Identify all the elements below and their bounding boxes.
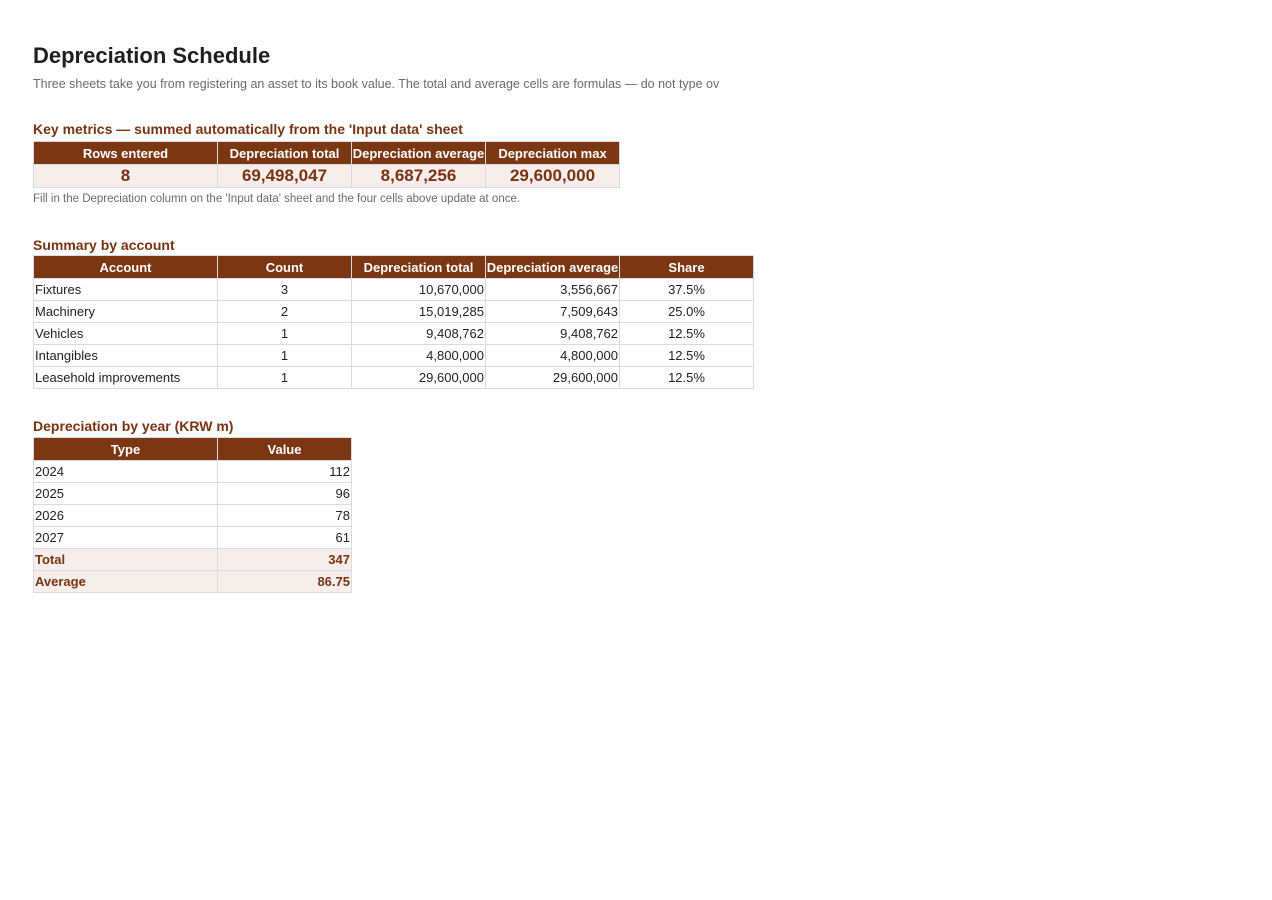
cell-value[interactable]: 78 (218, 505, 352, 527)
summary-header-count: Count (218, 256, 352, 279)
metrics-section-title: Key metrics — summed automatically from the 'Input data' sheet (33, 121, 463, 137)
table-row (34, 483, 352, 505)
metric-depreciation-total[interactable]: 69,498,047 (218, 165, 352, 188)
cell-share[interactable]: 12.5% (620, 323, 754, 345)
cell-count[interactable]: 1 (218, 367, 352, 389)
cell-depreciation-average[interactable]: 4,800,000 (486, 345, 620, 367)
total-label[interactable]: Total (34, 549, 218, 571)
cell-count[interactable]: 1 (218, 345, 352, 367)
cell-value[interactable]: 61 (218, 527, 352, 549)
cell-depreciation-total[interactable]: 15,019,285 (352, 301, 486, 323)
table-row (34, 279, 754, 301)
table-row (34, 345, 754, 367)
by-year-table (33, 437, 352, 593)
table-row (34, 461, 352, 483)
table-row (34, 367, 754, 389)
page-subtitle: Three sheets take you from registering an asset to its book value. The total and average cells are formulas — do not type ov (33, 77, 720, 91)
average-value[interactable]: 86.75 (218, 571, 352, 593)
cell-depreciation-average[interactable]: 9,408,762 (486, 323, 620, 345)
metric-depreciation-max[interactable]: 29,600,000 (486, 165, 620, 188)
cell-depreciation-total[interactable]: 29,600,000 (352, 367, 486, 389)
cell-type[interactable]: 2027 (34, 527, 218, 549)
summary-table (33, 255, 754, 389)
metric-rows-entered[interactable]: 8 (34, 165, 218, 188)
cell-account[interactable]: Vehicles (34, 323, 218, 345)
cell-account[interactable]: Intangibles (34, 345, 218, 367)
cell-value[interactable]: 112 (218, 461, 352, 483)
cell-count[interactable]: 2 (218, 301, 352, 323)
cell-count[interactable]: 3 (218, 279, 352, 301)
total-row (34, 549, 352, 571)
metrics-header-depreciation-total: Depreciation total (218, 142, 352, 165)
summary-header-depreciation-average: Depreciation average (486, 256, 620, 279)
summary-header-share: Share (620, 256, 754, 279)
average-label[interactable]: Average (34, 571, 218, 593)
summary-header-depreciation-total: Depreciation total (352, 256, 486, 279)
cell-share[interactable]: 25.0% (620, 301, 754, 323)
cell-share[interactable]: 12.5% (620, 345, 754, 367)
metrics-header-depreciation-max: Depreciation max (486, 142, 620, 165)
cell-count[interactable]: 1 (218, 323, 352, 345)
cell-depreciation-total[interactable]: 9,408,762 (352, 323, 486, 345)
summary-header-account: Account (34, 256, 218, 279)
cell-account[interactable]: Leasehold improvements (34, 367, 218, 389)
by-year-header-value: Value (218, 438, 352, 461)
by-year-section-title: Depreciation by year (KRW m) (33, 418, 234, 434)
cell-type[interactable]: 2024 (34, 461, 218, 483)
by-year-header-type: Type (34, 438, 218, 461)
cell-share[interactable]: 12.5% (620, 367, 754, 389)
metrics-note: Fill in the Depreciation column on the 'Input data' sheet and the four cells above update at once. (33, 193, 521, 205)
cell-depreciation-average[interactable]: 7,509,643 (486, 301, 620, 323)
cell-type[interactable]: 2025 (34, 483, 218, 505)
cell-value[interactable]: 96 (218, 483, 352, 505)
average-row (34, 571, 352, 593)
cell-account[interactable]: Fixtures (34, 279, 218, 301)
total-value[interactable]: 347 (218, 549, 352, 571)
metrics-header-rows-entered: Rows entered (34, 142, 218, 165)
table-row (34, 527, 352, 549)
table-row (34, 505, 352, 527)
page-title: Depreciation Schedule (33, 43, 271, 68)
metric-depreciation-average[interactable]: 8,687,256 (352, 165, 486, 188)
cell-type[interactable]: 2026 (34, 505, 218, 527)
cell-share[interactable]: 37.5% (620, 279, 754, 301)
cell-depreciation-total[interactable]: 10,670,000 (352, 279, 486, 301)
summary-section-title: Summary by account (33, 237, 175, 253)
table-row (34, 323, 754, 345)
metrics-header-depreciation-average: Depreciation average (352, 142, 486, 165)
cell-depreciation-total[interactable]: 4,800,000 (352, 345, 486, 367)
table-row (34, 301, 754, 323)
metrics-table (33, 141, 620, 188)
cell-depreciation-average[interactable]: 3,556,667 (486, 279, 620, 301)
cell-depreciation-average[interactable]: 29,600,000 (486, 367, 620, 389)
cell-account[interactable]: Machinery (34, 301, 218, 323)
